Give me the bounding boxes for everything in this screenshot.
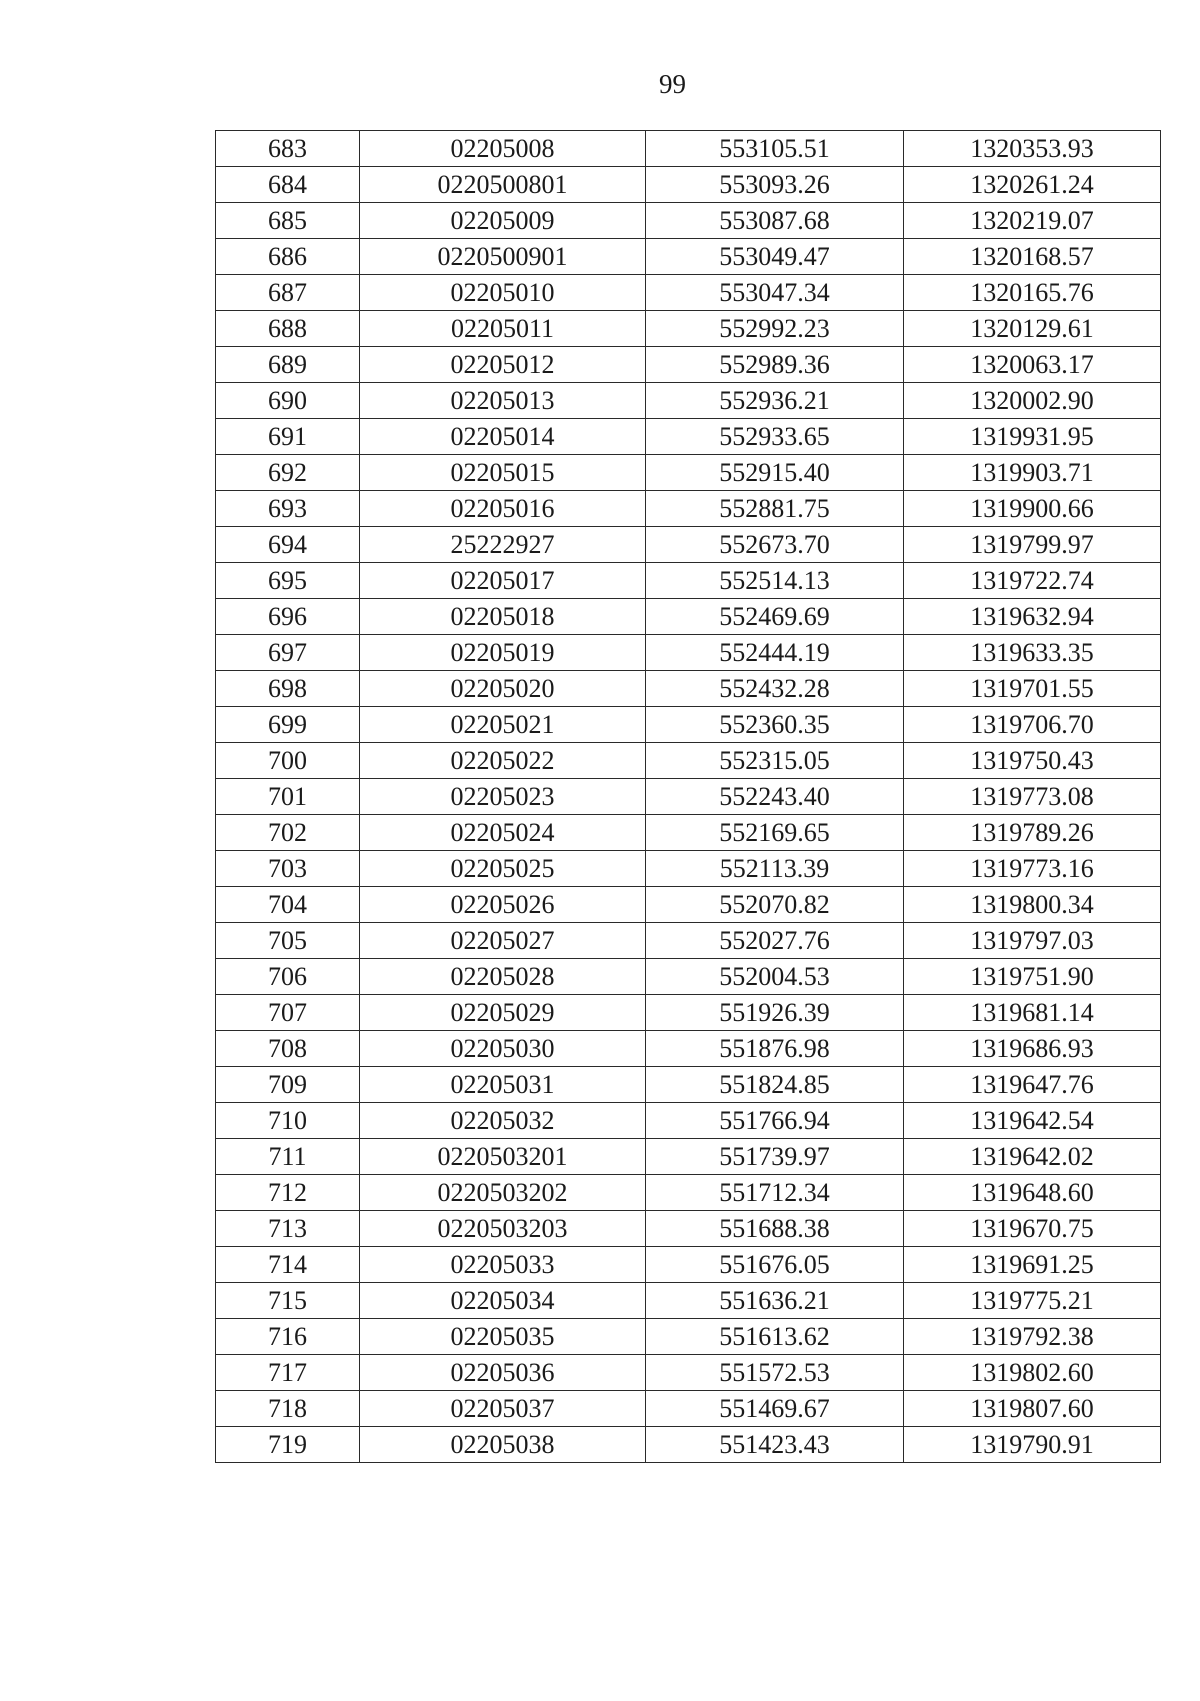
table-row <box>216 1319 1161 1355</box>
table-row <box>216 671 1161 707</box>
x-coordinate-cell: 552004.53 <box>646 959 904 995</box>
y-coordinate-cell: 1320063.17 <box>904 347 1161 383</box>
point-code-cell: 02205031 <box>360 1067 646 1103</box>
point-code-cell: 02205014 <box>360 419 646 455</box>
point-code-cell: 02205026 <box>360 887 646 923</box>
point-code-cell: 02205033 <box>360 1247 646 1283</box>
x-coordinate-cell: 553049.47 <box>646 239 904 275</box>
point-number-cell: 706 <box>216 959 360 995</box>
point-code-cell: 02205012 <box>360 347 646 383</box>
point-number-cell: 690 <box>216 383 360 419</box>
point-code-cell: 02205029 <box>360 995 646 1031</box>
point-number-cell: 691 <box>216 419 360 455</box>
x-coordinate-cell: 551766.94 <box>646 1103 904 1139</box>
x-coordinate-cell: 552360.35 <box>646 707 904 743</box>
table-row <box>216 959 1161 995</box>
point-code-cell: 02205032 <box>360 1103 646 1139</box>
table-row <box>216 1283 1161 1319</box>
point-code-cell: 02205030 <box>360 1031 646 1067</box>
y-coordinate-cell: 1319903.71 <box>904 455 1161 491</box>
x-coordinate-cell: 552432.28 <box>646 671 904 707</box>
point-code-cell: 0220503203 <box>360 1211 646 1247</box>
x-coordinate-cell: 552989.36 <box>646 347 904 383</box>
x-coordinate-cell: 551688.38 <box>646 1211 904 1247</box>
y-coordinate-cell: 1320353.93 <box>904 131 1161 167</box>
y-coordinate-cell: 1319802.60 <box>904 1355 1161 1391</box>
table-row <box>216 239 1161 275</box>
point-code-cell: 0220500901 <box>360 239 646 275</box>
x-coordinate-cell: 552027.76 <box>646 923 904 959</box>
table-row <box>216 743 1161 779</box>
point-number-cell: 704 <box>216 887 360 923</box>
y-coordinate-cell: 1319642.54 <box>904 1103 1161 1139</box>
x-coordinate-cell: 553087.68 <box>646 203 904 239</box>
y-coordinate-cell: 1319633.35 <box>904 635 1161 671</box>
point-code-cell: 02205018 <box>360 599 646 635</box>
point-number-cell: 705 <box>216 923 360 959</box>
y-coordinate-cell: 1319790.91 <box>904 1427 1161 1463</box>
point-code-cell: 02205027 <box>360 923 646 959</box>
y-coordinate-cell: 1319800.34 <box>904 887 1161 923</box>
y-coordinate-cell: 1319789.26 <box>904 815 1161 851</box>
y-coordinate-cell: 1319670.75 <box>904 1211 1161 1247</box>
point-number-cell: 692 <box>216 455 360 491</box>
point-number-cell: 718 <box>216 1391 360 1427</box>
y-coordinate-cell: 1319647.76 <box>904 1067 1161 1103</box>
x-coordinate-cell: 552113.39 <box>646 851 904 887</box>
point-code-cell: 02205024 <box>360 815 646 851</box>
x-coordinate-cell: 552881.75 <box>646 491 904 527</box>
page-number: 99 <box>659 69 686 99</box>
x-coordinate-cell: 552169.65 <box>646 815 904 851</box>
x-coordinate-cell: 551636.21 <box>646 1283 904 1319</box>
point-number-cell: 699 <box>216 707 360 743</box>
point-code-cell: 02205013 <box>360 383 646 419</box>
table-row <box>216 1427 1161 1463</box>
point-number-cell: 684 <box>216 167 360 203</box>
table-row <box>216 887 1161 923</box>
x-coordinate-cell: 552992.23 <box>646 311 904 347</box>
point-number-cell: 715 <box>216 1283 360 1319</box>
table-row <box>216 167 1161 203</box>
point-code-cell: 02205028 <box>360 959 646 995</box>
point-number-cell: 694 <box>216 527 360 563</box>
point-code-cell: 25222927 <box>360 527 646 563</box>
point-number-cell: 719 <box>216 1427 360 1463</box>
x-coordinate-cell: 551876.98 <box>646 1031 904 1067</box>
table-row <box>216 923 1161 959</box>
y-coordinate-cell: 1319632.94 <box>904 599 1161 635</box>
point-number-cell: 716 <box>216 1319 360 1355</box>
table-row <box>216 131 1161 167</box>
point-code-cell: 02205025 <box>360 851 646 887</box>
point-code-cell: 0220503201 <box>360 1139 646 1175</box>
point-number-cell: 700 <box>216 743 360 779</box>
table-row <box>216 599 1161 635</box>
point-number-cell: 687 <box>216 275 360 311</box>
y-coordinate-cell: 1319797.03 <box>904 923 1161 959</box>
point-number-cell: 698 <box>216 671 360 707</box>
table-row <box>216 563 1161 599</box>
table-row <box>216 491 1161 527</box>
x-coordinate-cell: 552514.13 <box>646 563 904 599</box>
x-coordinate-cell: 553105.51 <box>646 131 904 167</box>
y-coordinate-cell: 1319773.16 <box>904 851 1161 887</box>
y-coordinate-cell: 1319900.66 <box>904 491 1161 527</box>
y-coordinate-cell: 1319775.21 <box>904 1283 1161 1319</box>
point-code-cell: 02205037 <box>360 1391 646 1427</box>
y-coordinate-cell: 1319773.08 <box>904 779 1161 815</box>
x-coordinate-cell: 551926.39 <box>646 995 904 1031</box>
table-row <box>216 815 1161 851</box>
point-number-cell: 709 <box>216 1067 360 1103</box>
x-coordinate-cell: 551613.62 <box>646 1319 904 1355</box>
table-row <box>216 1247 1161 1283</box>
y-coordinate-cell: 1319681.14 <box>904 995 1161 1031</box>
y-coordinate-cell: 1319691.25 <box>904 1247 1161 1283</box>
point-code-cell: 02205016 <box>360 491 646 527</box>
x-coordinate-cell: 552315.05 <box>646 743 904 779</box>
point-code-cell: 02205021 <box>360 707 646 743</box>
y-coordinate-cell: 1319750.43 <box>904 743 1161 779</box>
coordinate-table-body <box>216 131 1161 1463</box>
table-row <box>216 707 1161 743</box>
point-code-cell: 02205023 <box>360 779 646 815</box>
point-number-cell: 689 <box>216 347 360 383</box>
point-number-cell: 693 <box>216 491 360 527</box>
table-row <box>216 1139 1161 1175</box>
x-coordinate-cell: 551469.67 <box>646 1391 904 1427</box>
point-number-cell: 710 <box>216 1103 360 1139</box>
table-row <box>216 455 1161 491</box>
point-code-cell: 02205020 <box>360 671 646 707</box>
point-code-cell: 02205019 <box>360 635 646 671</box>
table-row <box>216 383 1161 419</box>
x-coordinate-cell: 552243.40 <box>646 779 904 815</box>
table-row <box>216 779 1161 815</box>
y-coordinate-cell: 1320165.76 <box>904 275 1161 311</box>
table-row <box>216 203 1161 239</box>
point-code-cell: 02205035 <box>360 1319 646 1355</box>
point-number-cell: 711 <box>216 1139 360 1175</box>
point-number-cell: 702 <box>216 815 360 851</box>
point-number-cell: 713 <box>216 1211 360 1247</box>
point-code-cell: 02205034 <box>360 1283 646 1319</box>
point-code-cell: 0220503202 <box>360 1175 646 1211</box>
table-row <box>216 347 1161 383</box>
table-row <box>216 1211 1161 1247</box>
x-coordinate-cell: 552070.82 <box>646 887 904 923</box>
point-number-cell: 707 <box>216 995 360 1031</box>
point-number-cell: 708 <box>216 1031 360 1067</box>
point-code-cell: 02205015 <box>360 455 646 491</box>
table-row <box>216 527 1161 563</box>
point-number-cell: 688 <box>216 311 360 347</box>
y-coordinate-cell: 1320002.90 <box>904 383 1161 419</box>
table-row <box>216 635 1161 671</box>
point-number-cell: 685 <box>216 203 360 239</box>
point-code-cell: 02205009 <box>360 203 646 239</box>
table-row <box>216 1175 1161 1211</box>
x-coordinate-cell: 552673.70 <box>646 527 904 563</box>
point-code-cell: 02205022 <box>360 743 646 779</box>
y-coordinate-cell: 1320129.61 <box>904 311 1161 347</box>
table-row <box>216 1067 1161 1103</box>
point-code-cell: 02205017 <box>360 563 646 599</box>
y-coordinate-cell: 1319642.02 <box>904 1139 1161 1175</box>
point-number-cell: 697 <box>216 635 360 671</box>
y-coordinate-cell: 1319706.70 <box>904 707 1161 743</box>
x-coordinate-cell: 552469.69 <box>646 599 904 635</box>
point-number-cell: 712 <box>216 1175 360 1211</box>
y-coordinate-cell: 1319686.93 <box>904 1031 1161 1067</box>
y-coordinate-cell: 1320261.24 <box>904 167 1161 203</box>
y-coordinate-cell: 1319799.97 <box>904 527 1161 563</box>
coordinate-table <box>215 130 1161 1463</box>
table-row <box>216 1103 1161 1139</box>
x-coordinate-cell: 553047.34 <box>646 275 904 311</box>
y-coordinate-cell: 1320219.07 <box>904 203 1161 239</box>
x-coordinate-cell: 553093.26 <box>646 167 904 203</box>
x-coordinate-cell: 551572.53 <box>646 1355 904 1391</box>
point-code-cell: 02205011 <box>360 311 646 347</box>
x-coordinate-cell: 551739.97 <box>646 1139 904 1175</box>
table-row <box>216 419 1161 455</box>
table-row <box>216 275 1161 311</box>
point-code-cell: 02205038 <box>360 1427 646 1463</box>
point-number-cell: 714 <box>216 1247 360 1283</box>
x-coordinate-cell: 552915.40 <box>646 455 904 491</box>
y-coordinate-cell: 1319751.90 <box>904 959 1161 995</box>
point-code-cell: 02205036 <box>360 1355 646 1391</box>
y-coordinate-cell: 1319648.60 <box>904 1175 1161 1211</box>
y-coordinate-cell: 1319807.60 <box>904 1391 1161 1427</box>
x-coordinate-cell: 552933.65 <box>646 419 904 455</box>
point-code-cell: 0220500801 <box>360 167 646 203</box>
point-number-cell: 683 <box>216 131 360 167</box>
point-number-cell: 701 <box>216 779 360 815</box>
table-row <box>216 1355 1161 1391</box>
point-code-cell: 02205008 <box>360 131 646 167</box>
y-coordinate-cell: 1319701.55 <box>904 671 1161 707</box>
x-coordinate-cell: 552936.21 <box>646 383 904 419</box>
x-coordinate-cell: 551676.05 <box>646 1247 904 1283</box>
table-row <box>216 1031 1161 1067</box>
point-number-cell: 686 <box>216 239 360 275</box>
x-coordinate-cell: 551824.85 <box>646 1067 904 1103</box>
x-coordinate-cell: 552444.19 <box>646 635 904 671</box>
y-coordinate-cell: 1320168.57 <box>904 239 1161 275</box>
table-row <box>216 311 1161 347</box>
point-number-cell: 717 <box>216 1355 360 1391</box>
y-coordinate-cell: 1319931.95 <box>904 419 1161 455</box>
point-number-cell: 703 <box>216 851 360 887</box>
y-coordinate-cell: 1319792.38 <box>904 1319 1161 1355</box>
y-coordinate-cell: 1319722.74 <box>904 563 1161 599</box>
x-coordinate-cell: 551712.34 <box>646 1175 904 1211</box>
point-code-cell: 02205010 <box>360 275 646 311</box>
x-coordinate-cell: 551423.43 <box>646 1427 904 1463</box>
table-row <box>216 851 1161 887</box>
point-number-cell: 696 <box>216 599 360 635</box>
point-number-cell: 695 <box>216 563 360 599</box>
table-row <box>216 1391 1161 1427</box>
table-row <box>216 995 1161 1031</box>
